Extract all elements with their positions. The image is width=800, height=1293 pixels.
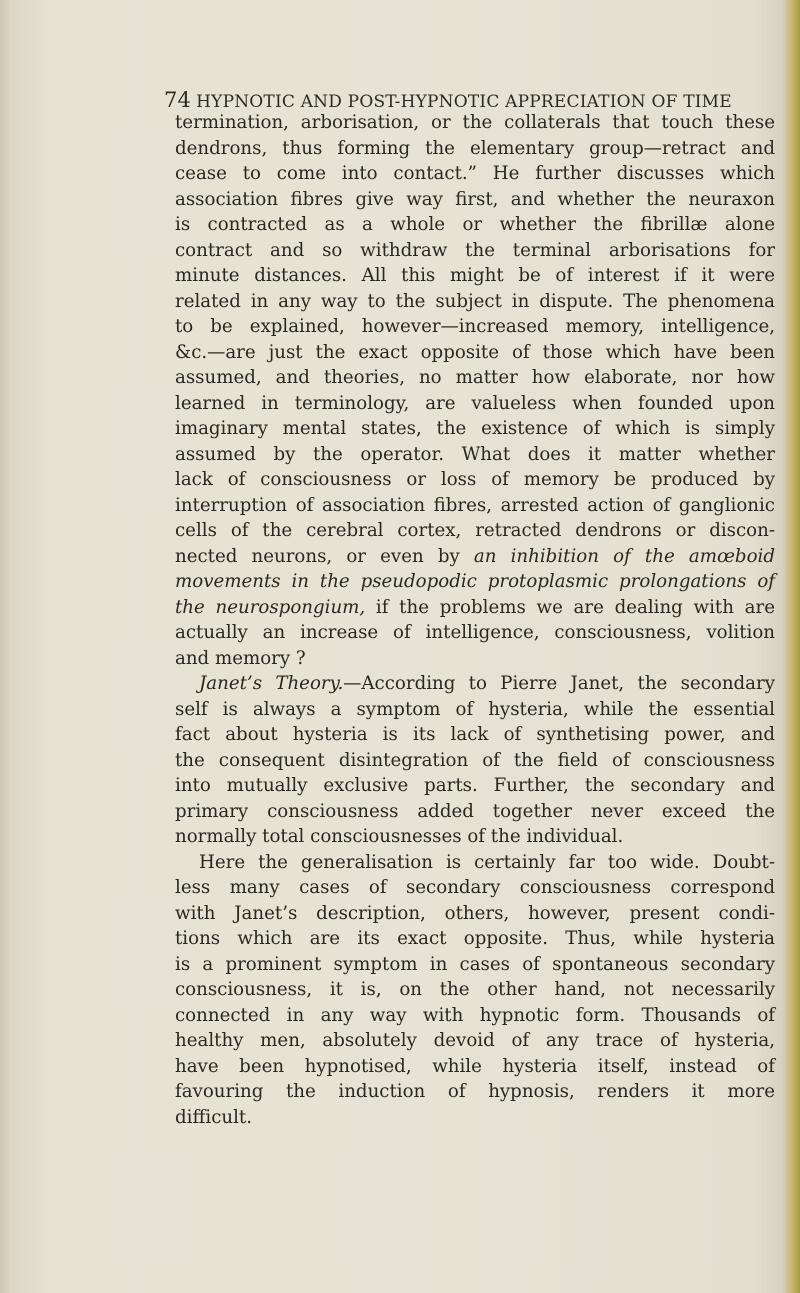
- text-line: primary consciousness added together never exceed the: [175, 800, 775, 822]
- text-line: favouring the induction of hypnosis, renders it more: [175, 1081, 775, 1102]
- text-line: cease to come into contact.” He further discusses which: [175, 163, 775, 184]
- text-line: minute distances. All this might be of interest if it were: [175, 265, 775, 286]
- italic-run: movements in the pseudopodic protoplasmic prolongations of: [175, 571, 775, 592]
- text-line: assumed, and theories, no matter how elaborate, nor how: [175, 367, 775, 388]
- text-line: and memory ?: [175, 647, 306, 669]
- section-heading-line: [175, 671, 775, 697]
- text-line: to be explained, however—increased memory, intelligence,: [175, 316, 775, 337]
- text-run: if the problems we are dealing with are: [365, 596, 775, 618]
- text-line: self is always a symptom of hysteria, while the essential: [175, 698, 775, 720]
- text-line: [175, 544, 775, 570]
- text-line: have been hypnotised, while hysteria itself, instead of: [175, 1055, 775, 1077]
- page-left-edge: [0, 0, 10, 1293]
- text-line: consciousness, it is, on the other hand, not necessarily: [175, 979, 775, 1000]
- text-line: [175, 595, 775, 621]
- text-line: dendrons, thus forming the elementary group—retract and: [175, 137, 775, 159]
- text-line: imaginary mental states, the existence of which is simply: [175, 418, 775, 439]
- text-line: [175, 569, 775, 595]
- text-line: with Janet’s description, others, however, present condi-: [175, 902, 775, 924]
- page-number: 74: [164, 88, 192, 112]
- section-title: Janet’s Theory.: [199, 673, 344, 694]
- text-line: contract and so withdraw the terminal arborisations for: [175, 239, 775, 261]
- text-line: interruption of association fibres, arrested action of ganglionic: [175, 494, 775, 516]
- text-line: &c.—are just the exact opposite of those which have been: [175, 341, 775, 363]
- text-line: cells of the cerebral cortex, retracted dendrons or discon-: [175, 520, 775, 541]
- running-title: HYPNOTIC AND POST-HYPNOTIC APPRECIATION OF TIME: [196, 92, 732, 112]
- text-line: difficult.: [175, 1106, 253, 1128]
- text-line: is a prominent symptom in cases of spontaneous secondary: [175, 953, 775, 975]
- body-text: [175, 110, 775, 1130]
- text-run: —According to Pierre Janet, the secondary: [343, 673, 775, 694]
- text-line: learned in terminology, are valueless when founded upon: [175, 392, 775, 414]
- text-line: actually an increase of intelligence, consciousness, volition: [175, 622, 775, 643]
- text-line: related in any way to the subject in dispute. The phenomena: [175, 290, 775, 312]
- text-line: termination, arborisation, or the collaterals that touch these: [175, 112, 775, 133]
- text-line: Here the generalisation is certainly far too wide. Doubt-: [199, 851, 775, 873]
- text-line: healthy men, absolutely devoid of any trace of hysteria,: [175, 1030, 775, 1051]
- text-line: the consequent disintegration of the field of consciousness: [175, 749, 775, 771]
- text-run: nected neurons, or even by: [175, 545, 474, 567]
- text-line: lack of consciousness or loss of memory be produced by: [175, 469, 775, 490]
- text-line: less many cases of secondary consciousness correspond: [175, 877, 775, 898]
- text-line: connected in any way with hypnotic form. Thousands of: [175, 1004, 775, 1026]
- running-header: [164, 88, 764, 112]
- text-line: association fibres give way first, and whether the neuraxon: [175, 188, 775, 210]
- italic-run: an inhibition of the amœboid: [473, 545, 775, 567]
- page-right-edge: [782, 0, 800, 1293]
- text-line: tions which are its exact opposite. Thus, while hysteria: [175, 928, 775, 949]
- italic-run: the neurospongium,: [175, 596, 366, 618]
- text-line: assumed by the operator. What does it matter whether: [175, 443, 775, 465]
- text-line: fact about hysteria is its lack of synthetising power, and: [175, 724, 775, 745]
- text-line: normally total consciousnesses of the individual.: [175, 826, 624, 847]
- text-line: into mutually exclusive parts. Further, the secondary and: [175, 775, 775, 796]
- text-line: is contracted as a whole or whether the fibrillæ alone: [175, 214, 775, 235]
